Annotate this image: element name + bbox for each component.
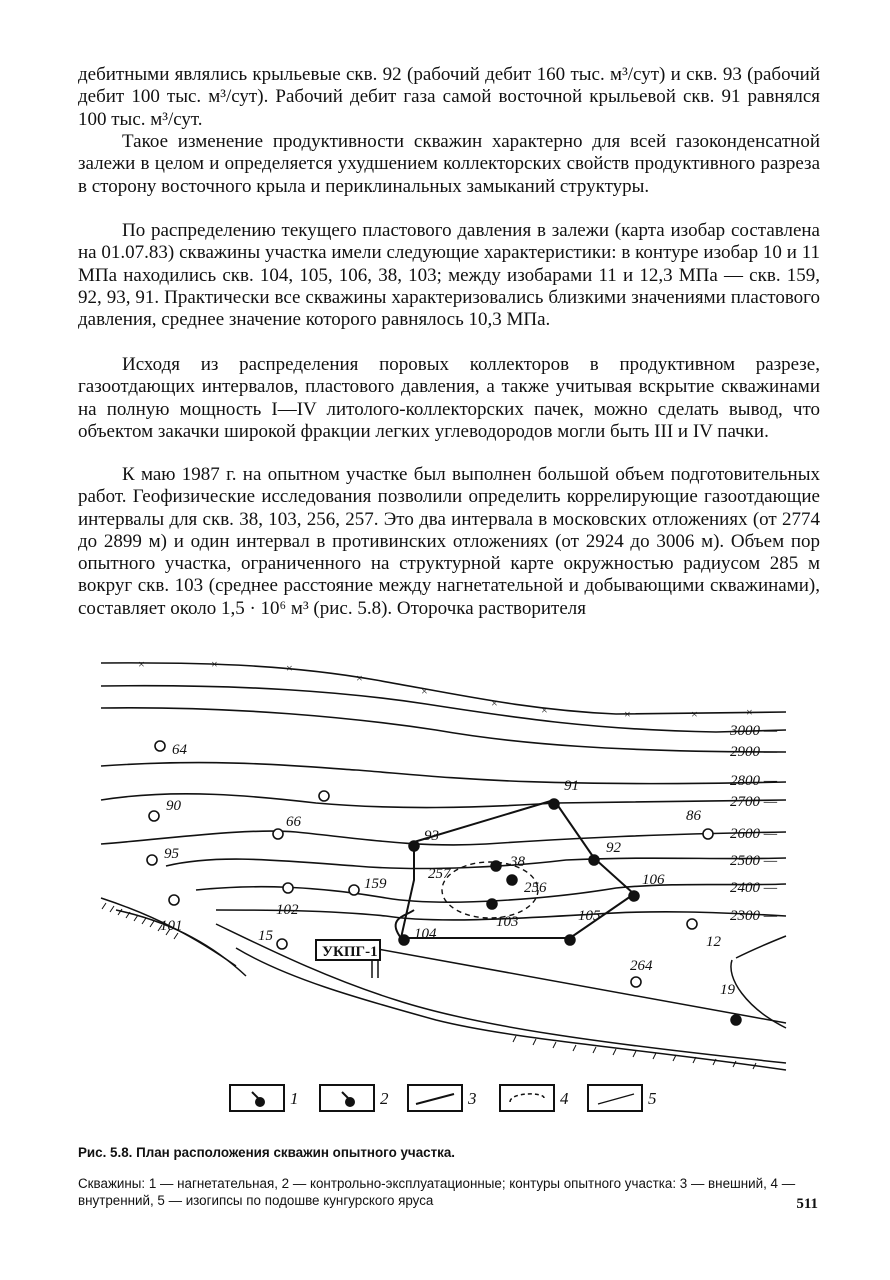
isoline-label: 2700 — bbox=[730, 794, 778, 810]
isoline-label: 2600 — bbox=[730, 826, 778, 842]
well-label: 103 bbox=[496, 914, 519, 930]
well-label: 257 bbox=[428, 866, 451, 882]
station-label: УКПГ-1 bbox=[322, 944, 378, 960]
well-label: 105 bbox=[578, 908, 601, 924]
legend-production-symbol bbox=[345, 1097, 355, 1107]
well-label: 15 bbox=[258, 928, 273, 944]
svg-text:×: × bbox=[286, 661, 293, 675]
svg-text:×: × bbox=[138, 657, 145, 671]
svg-text:×: × bbox=[491, 696, 498, 710]
well-label: 12 bbox=[706, 934, 721, 950]
svg-text:×: × bbox=[356, 671, 363, 685]
well-label: 66 bbox=[286, 814, 301, 830]
svg-text:×: × bbox=[211, 657, 218, 671]
svg-text:×: × bbox=[421, 684, 428, 698]
paragraph-4-text: Исходя из распределения поровых коллекторов в продуктивном разрезе, газоотдающих интервалов, пластового давления, а также учитывая вскрытие скважинами на полную мощность I—IV литолого-коллекторских пачек, можно сделать вывод, что объектом закачки широкой фракции легких углеводородов могли быть III и IV пачки. bbox=[78, 354, 820, 442]
well-label: 90 bbox=[166, 798, 181, 814]
isoline-label: 3000 — bbox=[730, 723, 778, 739]
well-label: 256 bbox=[524, 880, 547, 896]
legend-box-inner bbox=[500, 1085, 554, 1111]
isoline-2700 bbox=[101, 794, 786, 808]
svg-text:×: × bbox=[691, 707, 698, 721]
isoline-labels bbox=[729, 723, 778, 924]
isoline-label: 2800 — bbox=[730, 773, 778, 789]
legend-number: 2 bbox=[380, 1089, 389, 1108]
caption-title: Рис. 5.8. План расположения скважин опытного участка. bbox=[78, 1145, 456, 1161]
paragraph-3 bbox=[78, 220, 820, 331]
map-legend bbox=[228, 1082, 678, 1114]
well-labels bbox=[160, 742, 736, 998]
isoline-label: 2500 — bbox=[730, 853, 778, 869]
paragraph-5 bbox=[78, 464, 820, 620]
legend-number: 4 bbox=[560, 1089, 569, 1108]
svg-text:×: × bbox=[624, 707, 631, 721]
legend-number: 3 bbox=[468, 1089, 477, 1108]
well-label: 95 bbox=[164, 846, 179, 862]
caption-body: Скважины: 1 — нагнетательная, 2 — контрольно-эксплуатационные; контуры опытного участка: 3 — внешний, 4 — внутренний, 5 — изогипсы по подошве кунгурского яруса bbox=[78, 1175, 796, 1208]
legend-box-isohypse bbox=[588, 1085, 642, 1111]
paragraph-5-text: К маю 1987 г. на опытном участке был выполнен большой объем подготовительных работ. Геофизические исследования позволили определить коррелирующие газоотдающие интервалы для скв. 38, 103, 256, 257. Это два интервала в московских отложениях (от 2774 до 2899 м) и один интервал в противинских отложениях (от 2924 до 3006 м). Объем пор опытного участка, ограниченного на структурной карте окружностью радиусом 285 м вокруг скв. 103 (среднее расстояние между нагнетательной и добывающими скважинами), составляет около 1,5 · 10⁶ м³ (рис. 5.8). Оторочка растворителя bbox=[78, 464, 820, 619]
paragraph-2 bbox=[78, 131, 820, 198]
well-label: 91 bbox=[564, 778, 579, 794]
well-label: 104 bbox=[414, 926, 437, 942]
well-location-map bbox=[96, 648, 796, 1073]
boundary-marks bbox=[138, 657, 753, 721]
fault-lines bbox=[101, 898, 786, 1070]
well-label: 102 bbox=[276, 902, 299, 918]
isoline-2800 bbox=[101, 763, 786, 784]
well-label: 264 bbox=[630, 958, 653, 974]
well-label: 106 bbox=[642, 872, 665, 888]
isoline-2900 bbox=[101, 708, 786, 752]
page-number: 511 bbox=[796, 1196, 818, 1212]
legend-injection-symbol bbox=[255, 1097, 265, 1107]
well-label: 93 bbox=[424, 828, 439, 844]
station-pipe bbox=[372, 960, 378, 978]
isoline-2500 bbox=[166, 858, 786, 868]
figure-caption bbox=[78, 1131, 820, 1209]
paragraph-1-text: дебитными являлись крыльевые скв. 92 (рабочий дебит 160 тыс. м³/сут) и скв. 93 (рабочий дебит 100 тыс. м³/сут). Рабочий дебит газа самой восточной крыльевой скв. 91 равнялся 100 тыс. м³/сут. bbox=[78, 64, 820, 130]
wells bbox=[147, 741, 713, 987]
isoline-label: 2400 — bbox=[730, 880, 778, 896]
isoline-label: 2300 — bbox=[730, 908, 778, 924]
paragraph-2-text: Такое изменение продуктивности скважин характерно для всей газоконденсатной залежи в целом и определяется ухудшением коллекторских свойств продуктивного разреза в сторону восточного крыла и периклинальных замыканий структуры. bbox=[78, 131, 820, 197]
well-label: 92 bbox=[606, 840, 621, 856]
well-label: 38 bbox=[510, 854, 525, 870]
svg-text:×: × bbox=[541, 703, 548, 717]
paragraph-3-text: По распределению текущего пластового давления в залежи (карта изобар составлена на 01.07.83) скважины участка имели следующие характеристики: в контуре изобар 10 и 11 МПа находились скв. 104, 105, 106, 38, 103; между изобарами 11 и 12,3 МПа — скв. 159, 92, 93, 91. Практически все скважины характеризовались близкими значениями пластового давления, среднее значение которого равнялось 10,3 МПа. bbox=[78, 220, 820, 331]
legend-number: 5 bbox=[648, 1089, 657, 1108]
well-label: 86 bbox=[686, 808, 701, 824]
legend-number: 1 bbox=[290, 1089, 299, 1108]
well-label: 159 bbox=[364, 876, 387, 892]
well-label: 19 bbox=[720, 982, 735, 998]
svg-text:×: × bbox=[746, 705, 753, 719]
isoline-label: 2900 — bbox=[730, 744, 778, 760]
paragraph-4 bbox=[78, 354, 820, 443]
well-label: 64 bbox=[172, 742, 187, 758]
paragraph-1 bbox=[78, 64, 820, 131]
well-label: 101 bbox=[160, 918, 183, 934]
